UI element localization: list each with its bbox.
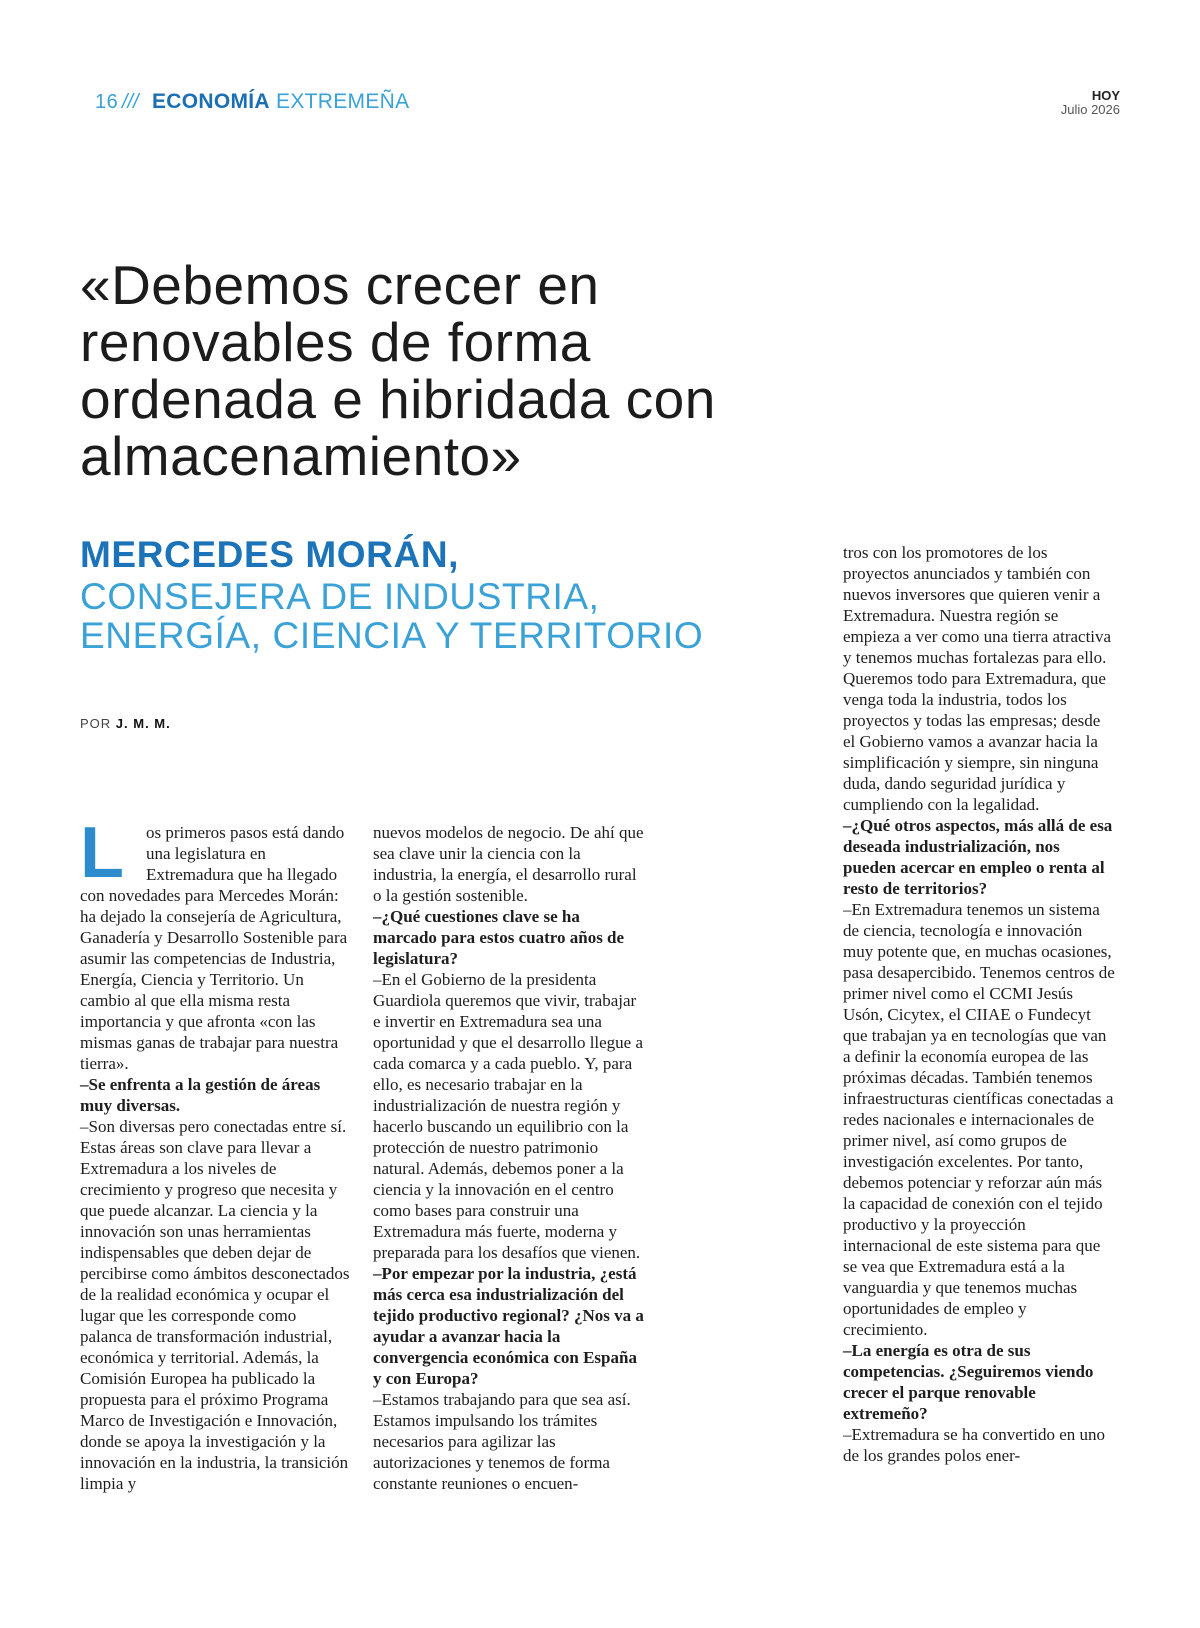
question-2: –¿Qué cuestiones clave se ha marcado para estos cuatro años de legislatura?: [373, 907, 625, 968]
page-header: [0, 0, 1200, 140]
publication-name: HOY: [1091, 88, 1120, 103]
answer-1: –Son diversas pero conectadas entre sí. Estas áreas son clave para llevar a Extremadura a los niveles de crecimiento y progreso que necesita y que puede alcanzar. La ciencia y la innovación son unas herramientas indispensables que deben dejar de percibirse como ámbitos desconectados de la realidad económica y ocupar el lugar que les corresponde como palanca de transformación industrial, económica y territorial. Además, la Comisión Europea ha publicado la propuesta para el próximo Programa Marco de Investigación e Innovación, donde se apoya la investigación y la innovación en la industria, la transición limpia y: [80, 1117, 350, 1493]
interviewee-role: CONSEJERA DE INDUSTRIA, ENERGÍA, CIENCIA Y TERRITORIO: [80, 576, 704, 656]
answer-1-continued: nuevos modelos de negocio. De ahí que sea clave unir la ciencia con la industria, la energía, el desarrollo rural o la gestión sostenible.: [373, 823, 644, 905]
page-number: 16: [95, 91, 119, 113]
page-separator: ///: [122, 91, 139, 113]
byline-author: J. M. M.: [115, 716, 171, 731]
article-column-1: [80, 813, 350, 1494]
intro-text: os primeros pasos está dando una legislatura en Extremadura que ha llegado con novedades para Mercedes Morán: ha dejado la consejería de Agricultura, Ganadería y Desarrollo Sostenible para asumir las competencias de Industria, Energía, Ciencia y Territorio. Un cambio al que ella misma resta importancia y que afronta «con las mismas ganas de trabajar para nuestra tierra».: [80, 823, 348, 1073]
question-5: –La energía es otra de sus competencias. ¿Seguiremos viendo crecer el parque renovable extremeño?: [843, 1341, 1094, 1423]
question-4: –¿Qué otros aspectos, más allá de esa deseada industrialización, nos pueden acercar en empleo o renta al resto de territorios?: [843, 816, 1113, 898]
drop-cap: L: [80, 813, 124, 893]
publication-date: Julio 2026: [1060, 102, 1120, 117]
answer-3-continued: tros con los promotores de los proyectos anunciados y también con nuevos inversores que quieren venir a Extremadura. Nuestra región se empieza a ver como una tierra atractiva y tenemos muchas fortalezas para ello. Queremos todo para Extremadura, que venga toda la industria, todos los proyectos y todas las empresas; desde el Gobierno vamos a avanzar hacia la simplificación y siempre, sin ninguna duda, dando seguridad jurídica y cumpliendo con la legalidad.: [843, 543, 1112, 814]
answer-2: –En el Gobierno de la presidenta Guardiola queremos que vivir, trabajar e invertir en Extremadura sea una oportunidad y que el desarrollo llegue a cada comarca y a cada pueblo. Y, para ello, es necesario trabajar en la industrialización de nuestra región y hacerlo buscando un equilibrio con la protección de nuestro patrimonio natural. Además, debemos poner a la ciencia y la innovación en el centro como bases para construir una Extremadura más fuerte, moderna y preparada para los desafíos que vienen.: [373, 970, 644, 1262]
question-1: –Se enfrenta a la gestión de áreas muy diversas.: [80, 1075, 321, 1115]
byline-prefix: POR: [80, 716, 112, 731]
answer-3: –Estamos trabajando para que sea así. Estamos impulsando los trámites necesarios para agilizar las autorizaciones y tenemos de forma constante reuniones o encuen-: [373, 1390, 631, 1493]
section-title-light: EXTREMEÑA: [276, 90, 410, 113]
article-headline: «Debemos crecer en renovables de forma ordenada e hibridada con almacenamiento»: [80, 254, 716, 487]
interviewee-name: MERCEDES MORÁN,: [80, 534, 460, 575]
answer-4: –En Extremadura tenemos un sistema de ciencia, tecnología e innovación muy potente que, en muchas ocasiones, pasa desapercibido. Tenemos centros de primer nivel como el CCMI Jesús Usón, Cicytex, el CIIAE o Fundecyt que trabajan ya en tecnologías que van a definir la economía europea de las próximas décadas. También tenemos infraestructuras científicas conectadas a redes nacionales e internacionales de primer nivel, así como grupos de investigación excelentes. Por tanto, debemos potenciar y reforzar aún más la capacidad de conexión con el tejido productivo y la proyección internacional de este sistema para que se vea que Extremadura está a la vanguardia y que tenemos muchas oportunidades de empleo y crecimiento.: [843, 900, 1115, 1339]
article-column-2: [373, 822, 645, 1494]
article-column-3: [843, 542, 1115, 1466]
answer-5: –Extremadura se ha convertido en uno de los grandes polos ener-: [843, 1425, 1105, 1465]
section-title: [152, 90, 409, 114]
byline: [80, 716, 171, 731]
question-3: –Por empezar por la industria, ¿está más cerca esa industrialización del tejido productivo regional? ¿Nos va a ayudar a avanzar hacia la convergencia económica con España y con Europa?: [373, 1264, 644, 1388]
section-title-bold: ECONOMÍA: [152, 90, 270, 113]
intro-paragraph: [80, 813, 350, 1074]
publication-info: [1061, 89, 1120, 118]
